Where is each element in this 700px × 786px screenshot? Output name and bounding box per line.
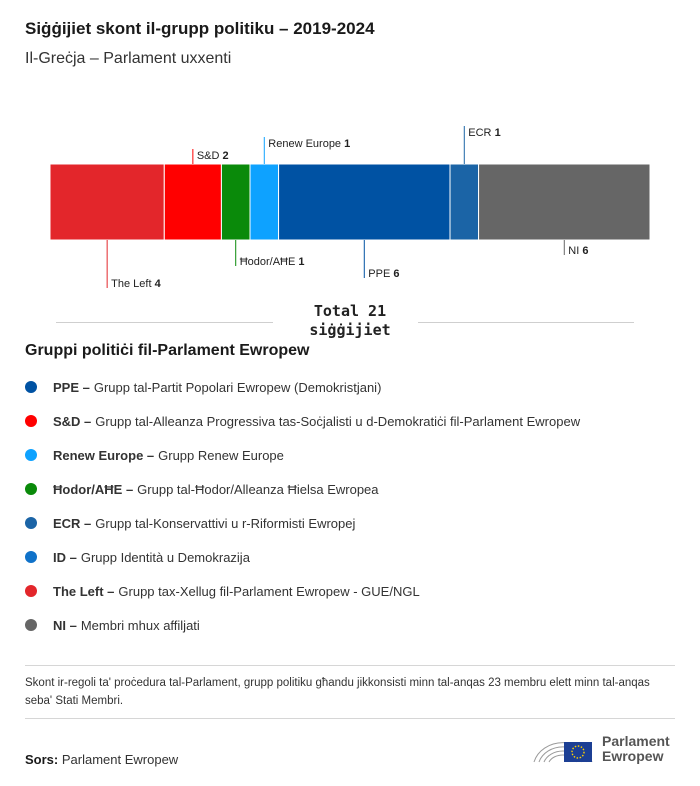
bar-segment-s-d <box>164 164 221 240</box>
legend-item <box>25 370 580 404</box>
segment-label-ni: NI 6 <box>568 245 589 257</box>
legend-abbr: Ħodor/AĦE – <box>53 481 134 497</box>
hemicycle-icon <box>530 728 596 768</box>
segment-label-ppe: PPE 6 <box>368 268 400 280</box>
legend-item <box>25 404 580 438</box>
legend-item <box>25 608 580 642</box>
legend <box>25 370 580 642</box>
segment-label-s-d: S&D 2 <box>196 150 229 162</box>
legend-abbr: PPE – <box>53 379 90 395</box>
bar-segment-ni <box>479 164 650 240</box>
legend-abbr: Renew Europe – <box>53 447 155 463</box>
legend-dot-icon <box>25 517 37 529</box>
legend-abbr: The Left – <box>53 583 115 599</box>
bar-segment-ecr <box>450 164 479 240</box>
legend-abbr: NI – <box>53 617 77 633</box>
legend-abbr: ID – <box>53 549 77 565</box>
legend-abbr: S&D – <box>53 413 92 429</box>
eu-flag-icon <box>564 742 592 762</box>
divider-top <box>25 665 675 666</box>
total-divider-right <box>418 322 634 323</box>
legend-item <box>25 506 580 540</box>
logo-text <box>602 734 670 764</box>
footnote: Skont ir-regoli ta' proċedura tal-Parlament, grupp politiku għandu jikkonsisti minn tal-anqas 23 membru elett minn tal-anqas seba' Stati Membri. <box>25 677 650 707</box>
bar-segment-renew-europe <box>250 164 279 240</box>
legend-dot-icon <box>25 381 37 393</box>
legend-dot-icon <box>25 619 37 631</box>
divider-bottom <box>25 718 675 719</box>
legend-desc: Grupp tal-Ħodor/Alleanza Ħielsa Ewropea <box>137 481 379 497</box>
segment-label-renew-europe: Renew Europe 1 <box>268 138 351 150</box>
legend-dot-icon <box>25 483 37 495</box>
parliament-logo <box>530 728 680 768</box>
legend-desc: Grupp tal-Alleanza Progressiva tas-Soċjalisti u d-Demokratiċi fil-Parlament Ewropew <box>95 413 581 429</box>
bar-segment-odor-a-e <box>221 164 250 240</box>
source-label: Sors: <box>25 752 59 767</box>
logo-text-line2: Ewropew <box>602 748 664 764</box>
legend-desc: Grupp tal-Partit Popolari Ewropew (Demokristjani) <box>93 379 382 395</box>
total-seats <box>280 302 420 340</box>
bar-segment-the-left <box>50 164 164 240</box>
legend-item <box>25 472 580 506</box>
legend-desc: Grupp Identità u Demokrazija <box>80 549 250 565</box>
legend-desc: Grupp tax-Xellug fil-Parlament Ewropew - GUE/NGL <box>118 583 420 599</box>
legend-title: Gruppi politiċi fil-Parlament Ewropew <box>25 342 310 359</box>
legend-desc: Grupp tal-Konservattivi u r-Riformisti Ewropej <box>95 515 356 531</box>
logo-text-line1: Parlament <box>602 733 670 749</box>
legend-dot-icon <box>25 449 37 461</box>
legend-desc: Membri mhux affiljati <box>80 617 200 633</box>
total-seats-count: Total 21 <box>313 302 387 320</box>
source <box>25 752 178 767</box>
stacked-bar-chart <box>0 120 700 300</box>
segment-label-ecr: ECR 1 <box>468 127 501 139</box>
legend-item <box>25 574 580 608</box>
legend-dot-icon <box>25 551 37 563</box>
chart-title: Siġġijiet skont il-grupp politiku – 2019-2024 <box>25 19 375 38</box>
legend-desc: Grupp Renew Europe <box>158 447 284 463</box>
legend-dot-icon <box>25 415 37 427</box>
total-seats-unit: siġġijiet <box>309 321 391 339</box>
legend-abbr: ECR – <box>53 515 92 531</box>
legend-item <box>25 438 580 472</box>
source-value: Parlament Ewropew <box>61 752 179 767</box>
legend-item <box>25 540 580 574</box>
legend-dot-icon <box>25 585 37 597</box>
total-divider-left <box>56 322 273 323</box>
bar-segment-ppe <box>279 164 450 240</box>
segment-label-odor-a-e: Ħodor/AĦE 1 <box>239 256 305 268</box>
segment-label-the-left: The Left 4 <box>111 278 161 290</box>
chart-subtitle: Il-Greċja – Parlament uxxenti <box>25 50 232 67</box>
